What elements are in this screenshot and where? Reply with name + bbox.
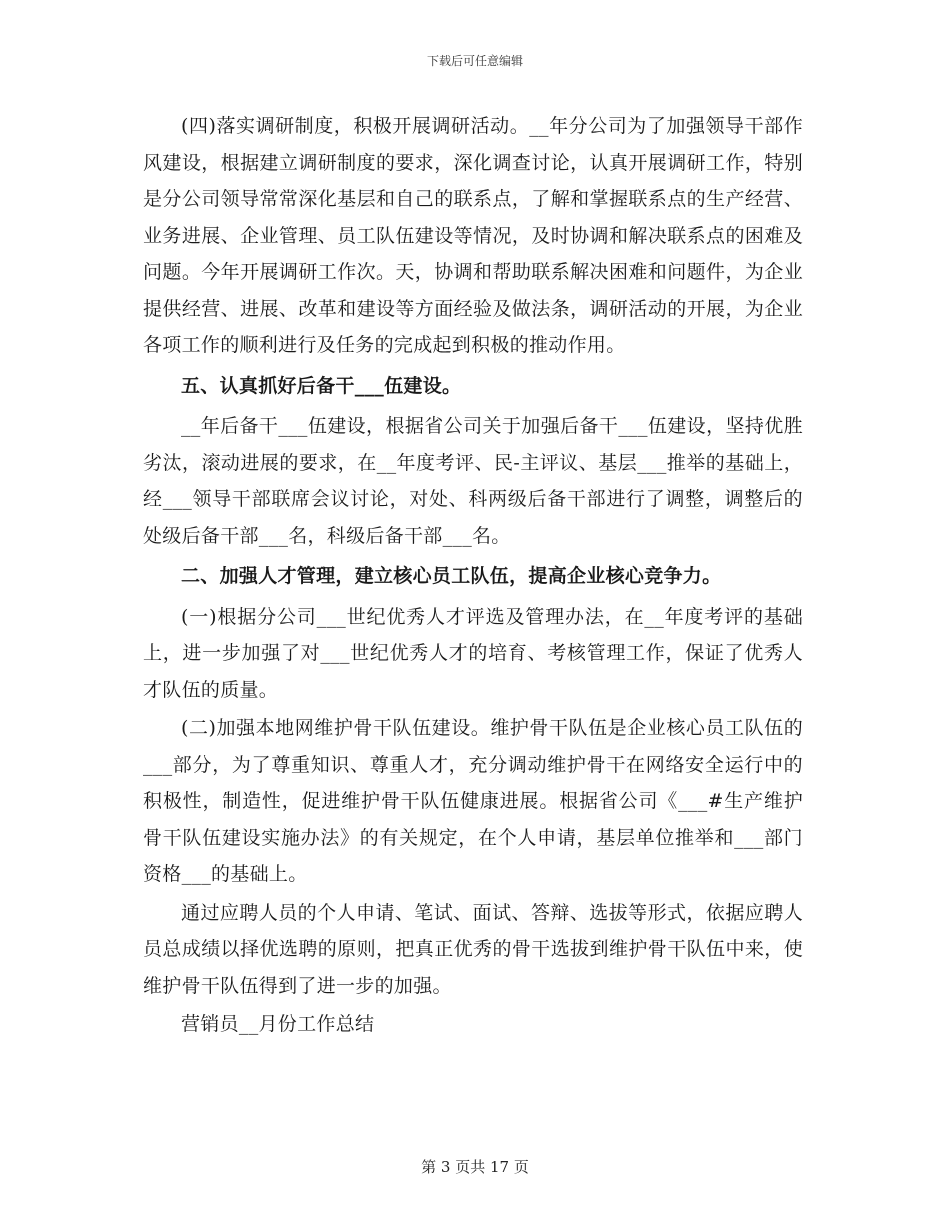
page-header: 下载后可任意编辑 xyxy=(426,54,523,68)
paragraph-maintenance-team: (二)加强本地网维护骨干队伍建设。维护骨干队伍是企业核心员工队伍的___部分，为了尊重知识、尊重人才，充分调动维护骨干在网络安全运行中的积极性，制造性，促进维护骨干队伍健康进展。根据省公司《___#生产维护骨干队伍建设实施办法》的有关规定，在个人申请，基层单位推举和___部门资格___的基础上。 xyxy=(143,717,803,885)
document-body xyxy=(143,108,803,1043)
paragraph-recruitment: 通过应聘人员的个人申请、笔试、面试、答辩、选拔等形式，依据应聘人员总成绩以择优选聘的原则，把真正优秀的骨干选拔到维护骨干队伍中来，使维护骨干队伍得到了进一步的加强。 xyxy=(143,901,803,997)
paragraph-excellent-talent: (一)根据分公司___世纪优秀人才评选及管理办法，在__年度考评的基础上，进一步加强了对___世纪优秀人才的培育、考核管理工作，保证了优秀人才队伍的质量。 xyxy=(143,605,803,701)
paragraph-research-system: (四)落实调研制度，积极开展调研活动。__年分公司为了加强领导干部作风建设，根据建立调研制度的要求，深化调查讨论，认真开展调研工作，特别是分公司领导常常深化基层和自己的联系点，了解和掌握联系点的生产经营、业务进展、企业管理、员工队伍建设等情况，及时协调和解决联系点的困难及问题。今年开展调研工作次。天，协调和帮助联系解决困难和问题件，为企业提供经营、进展、改革和建设等方面经验及做法条，调研活动的开展，为企业各项工作的顺利进行及任务的完成起到积极的推动作用。 xyxy=(143,115,803,356)
paragraph-reserve-cadre: __年后备干___伍建设，根据省公司关于加强后备干___伍建设，坚持优胜劣汰，滚动进展的要求，在__年度考评、民-主评议、基层___推举的基础上，经___领导干部联席会议讨论，对处、科两级后备干部进行了调整，调整后的处级后备干部___名，科级后备干部___名。 xyxy=(143,415,803,547)
page-footer: 第 3 页共 17 页 xyxy=(421,1158,529,1176)
paragraph-sales-summary-title: 营销员__月份工作总结 xyxy=(181,1013,375,1035)
heading-talent-management: 二、加强人才管理，建立核心员工队伍，提高企业核心竞争力。 xyxy=(181,565,722,587)
heading-reserve-cadre: 五、认真抓好后备干___伍建设。 xyxy=(181,374,462,397)
